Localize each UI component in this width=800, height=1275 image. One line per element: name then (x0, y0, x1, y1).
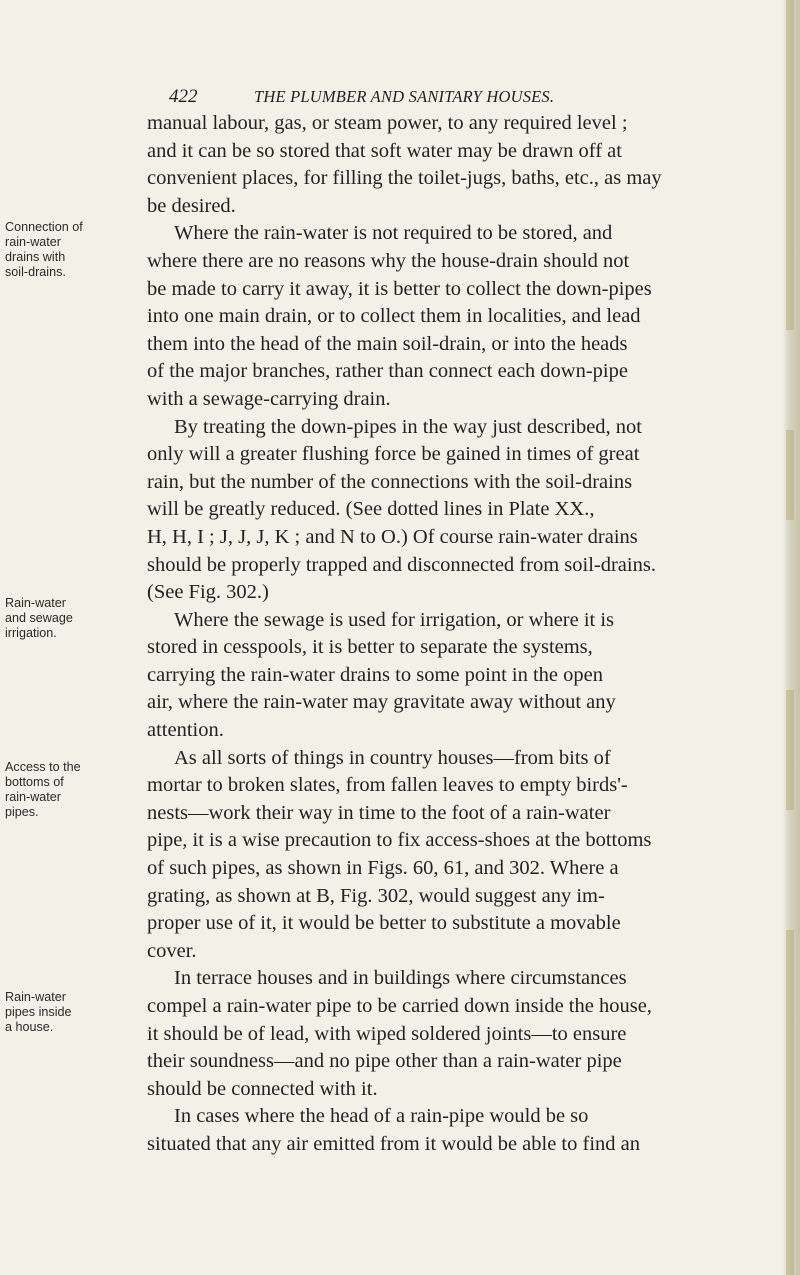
text-line: convenient places, for filling the toilet-jugs, baths, etc., as may (147, 167, 662, 190)
sidenote-connection-rain-water-drains (5, 220, 115, 280)
text-line: mortar to broken slates, from fallen leaves to empty birds'- (147, 774, 628, 797)
sidenote-line: drains with (5, 250, 66, 264)
text-line: with a sewage-carrying drain. (147, 387, 391, 410)
body-text (147, 110, 767, 1159)
text-line: be made to carry it away, it is better to collect the down-pipes (147, 277, 652, 300)
text-line: of the major branches, rather than connect each down-pipe (147, 360, 628, 383)
text-line: proper use of it, it would be better to substitute a movable (147, 912, 621, 935)
sidenote-pipes-inside-house (5, 990, 115, 1035)
sidenote-line: Rain-water (5, 596, 66, 610)
text-line: By treating the down-pipes in the way just described, not (174, 415, 642, 438)
text-line: should be connected with it. (147, 1077, 378, 1100)
sidenote-line: rain-water (5, 235, 61, 249)
text-line: where there are no reasons why the house-drain should not (147, 249, 630, 272)
sidenote-access-bottoms-pipes (5, 760, 115, 820)
sidenote-line: Access to the (5, 760, 81, 774)
text-line: In cases where the head of a rain-pipe would be so (174, 1105, 589, 1128)
text-line: situated that any air emitted from it would be able to find an (147, 1132, 641, 1155)
text-line: H, H, I ; J, J, J, K ; and N to O.) Of course rain-water drains (147, 525, 638, 548)
sidenote-line: a house. (5, 1020, 54, 1034)
text-line: be desired. (147, 194, 236, 217)
sidenote-line: irrigation. (5, 626, 57, 640)
text-line: only will a greater flushing force be gained in times of great (147, 443, 640, 466)
text-line: In terrace houses and in buildings where circumstances (174, 967, 627, 990)
sidenote-line: and sewage (5, 611, 73, 625)
sidenote-line: bottoms of (5, 775, 64, 789)
sidenote-line: Rain-water (5, 990, 66, 1004)
text-line: carrying the rain-water drains to some point in the open (147, 663, 603, 686)
page-edge-stain (786, 0, 794, 330)
text-line: compel a rain-water pipe to be carried down inside the house, (147, 995, 652, 1017)
text-line: manual labour, gas, or steam power, to any required level ; (147, 112, 628, 134)
sidenote-line: pipes inside (5, 1005, 72, 1019)
text-line: Where the rain-water is not required to be stored, and (174, 222, 613, 245)
text-line: cover. (147, 939, 197, 962)
text-line: nests—work their way in time to the foot of a rain-water (147, 801, 611, 824)
text-line: attention. (147, 719, 224, 742)
text-line: rain, but the number of the connections with the soil-drains (147, 470, 633, 493)
text-line: them into the head of the main soil-drain, or into the heads (147, 332, 628, 355)
sidenote-line: Connection of (5, 220, 83, 234)
text-line: and it can be so stored that soft water may be drawn off at (147, 139, 622, 162)
text-line: it should be of lead, with wiped soldered joints—to ensure (147, 1022, 627, 1045)
text-line: will be greatly reduced. (See dotted lines in Plate XX., (147, 498, 595, 521)
text-line: stored in cesspools, it is better to separate the systems, (147, 636, 593, 659)
text-line: should be properly trapped and disconnected from soil-drains. (147, 553, 656, 576)
text-line: (See Fig. 302.) (147, 581, 269, 604)
running-head-title: THE PLUMBER AND SANITARY HOUSES. (254, 87, 555, 106)
text-line: pipe, it is a wise precaution to fix access-shoes at the bottoms (147, 829, 652, 852)
text-line: of such pipes, as shown in Figs. 60, 61, and 302. Where a (147, 857, 619, 880)
sidenote-line: pipes. (5, 805, 39, 819)
sidenote-line: soil-drains. (5, 265, 66, 279)
text-line: As all sorts of things in country houses—from bits of (174, 746, 611, 769)
page-number: 422 (169, 86, 198, 107)
text-line: grating, as shown at B, Fig. 302, would suggest any im- (147, 884, 605, 907)
page-edge-stain (786, 690, 794, 810)
page-edge-stain (786, 430, 794, 520)
text-line: air, where the rain-water may gravitate away without any (147, 691, 616, 714)
text-line: Where the sewage is used for irrigation, or where it is (174, 608, 615, 631)
page-edge-stain (786, 930, 794, 1275)
text-line: into one main drain, or to collect them in localities, and lead (147, 305, 641, 328)
sidenote-rain-water-sewage-irrigation (5, 596, 115, 641)
text-line: their soundness—and no pipe other than a rain-water pipe (147, 1050, 622, 1073)
sidenote-line: rain-water (5, 790, 61, 804)
